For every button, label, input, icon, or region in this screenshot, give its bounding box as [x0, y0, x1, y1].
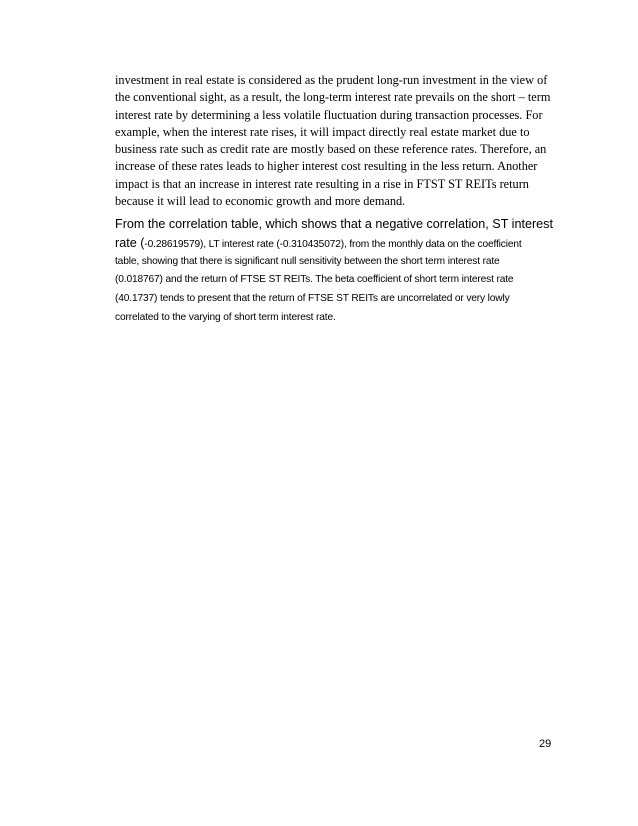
- text-span: rate (: [115, 235, 145, 250]
- text-line: [115, 290, 575, 309]
- text-line: interest rate by determining a less volatile fluctuation during transaction processes. For: [115, 107, 543, 122]
- text-line: [115, 309, 575, 328]
- page-number: 29: [539, 738, 552, 750]
- paragraph-correlation-analysis: [115, 215, 575, 328]
- text-line: [115, 253, 575, 272]
- text-span: -0.28619579), LT interest rate (-0.310435072), from the monthly data on the coefficient: [144, 238, 522, 250]
- text-line: increase of these rates leads to higher interest cost resulting in the less return. Another: [115, 159, 538, 174]
- text-line: business rate such as credit rate are mostly based on these reference rates. Therefore, an: [115, 142, 547, 157]
- text-line: example, when the interest rate rises, it will impact directly real estate market due to: [115, 124, 530, 139]
- text-line: [115, 271, 575, 290]
- text-span: (40.1737) tends to present that the return of FTSE ST REITs are uncorrelated or very lowly: [115, 293, 510, 305]
- text-line: impact is that an increase in interest rate resulting in a rise in FTST ST REITs return: [115, 176, 529, 191]
- text-line: because it will lead to economic growth and more demand.: [115, 194, 406, 209]
- text-span: From the correlation table, which shows that a negative correlation, ST interest: [115, 217, 553, 231]
- text-span: (0.018767) and the return of FTSE ST REITs. The beta coefficient of short term interest rate: [115, 274, 514, 286]
- text-span: correlated to the varying of short term interest rate.: [115, 311, 336, 323]
- text-line: [115, 234, 575, 253]
- text-line: the conventional sight, as a result, the long-term interest rate prevails on the short – term: [115, 90, 551, 105]
- paragraph-interest-rate-impact: [115, 72, 575, 210]
- text-line: [115, 215, 575, 234]
- text-line: investment in real estate is considered as the prudent long-run investment in the view of: [115, 73, 548, 87]
- text-span: table, showing that there is significant null sensitivity between the short term interest rate: [115, 255, 500, 267]
